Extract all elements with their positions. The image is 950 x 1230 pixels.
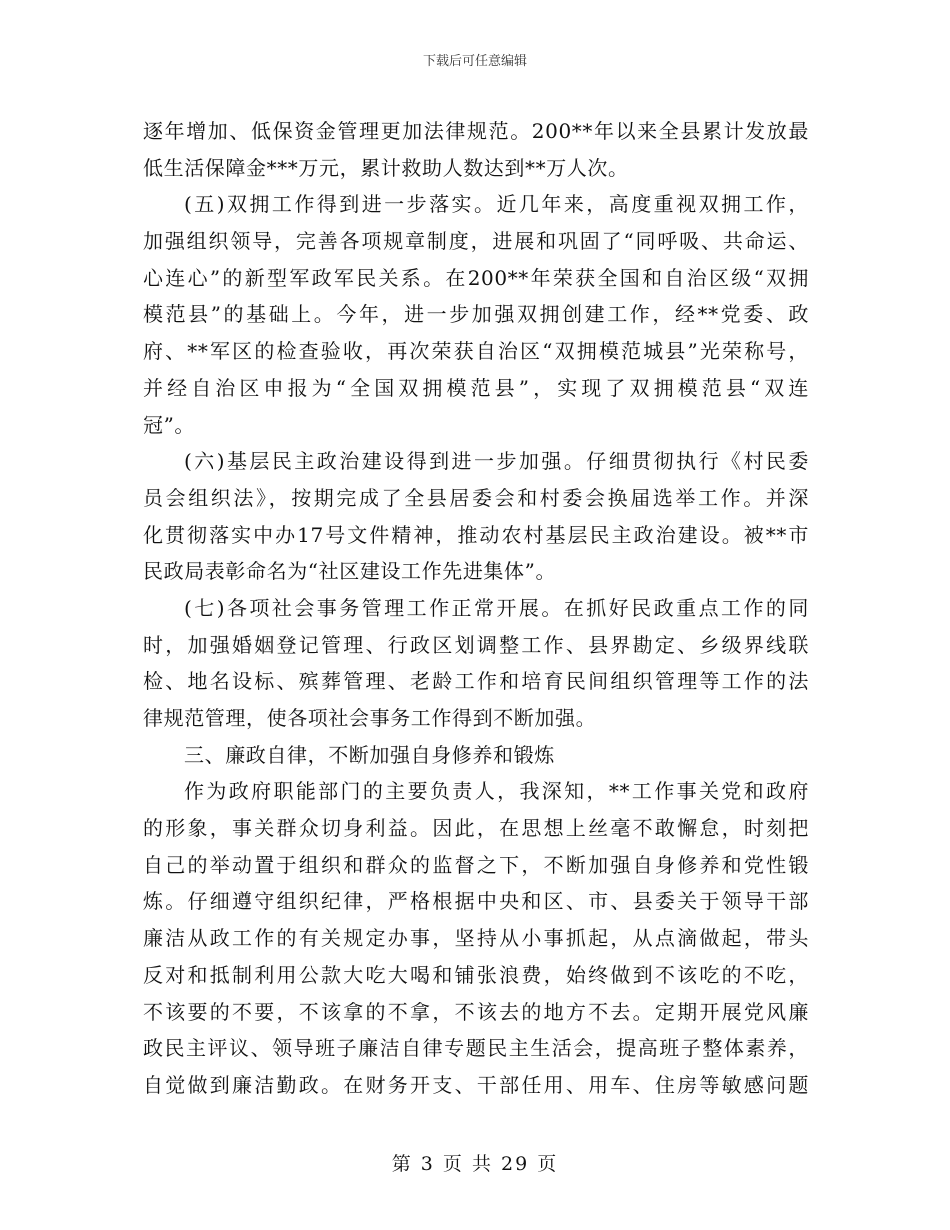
text-line: 炼。仔细遵守组织纪律，严格根据中央和区、市、县委关于领导干部 (143, 889, 809, 914)
text-line: 自觉做到廉洁勤政。在财务开支、干部任用、用车、住房等敏感问题 (143, 1072, 809, 1097)
text-line: 时，加强婚姻登记管理、行政区划调整工作、县界勘定、乡级界线联 (143, 632, 809, 657)
text-line: 并经自治区申报为“全国双拥模范县”，实现了双拥模范县“双连 (143, 375, 809, 400)
text-line: 化贯彻落实中办17号文件精神，推动农村基层民主政治建设。被**市 (143, 522, 809, 547)
text-line: 反对和抵制利用公款大吃大喝和铺张浪费，始终做到不该吃的不吃， (143, 962, 809, 987)
page-header: 下载后可任意编辑 (422, 54, 527, 69)
text-line: 员会组织法》，按期完成了全县居委会和村委会换届选举工作。并深 (143, 485, 809, 510)
text-line: 加强组织领导，完善各项规章制度，进展和巩固了“同呼吸、共命运、 (143, 229, 809, 254)
text-line: (六)基层民主政治建设得到进一步加强。仔细贯彻执行《村民委 (184, 449, 809, 474)
text-line: 作为政府职能部门的主要负责人，我深知，**工作事关党和政府 (184, 779, 809, 804)
text-line: 民政局表彰命名为“社区建设工作先进集体”。 (143, 559, 557, 584)
page-number-footer: 第 3 页 共 29 页 (391, 1153, 559, 1175)
text-line: 府、**军区的检查验收，再次荣获自治区“双拥模范城县”光荣称号， (143, 339, 809, 364)
text-line: 不该要的不要，不该拿的不拿，不该去的地方不去。定期开展党风廉 (143, 999, 809, 1024)
text-line: 检、地名设标、殡葬管理、老龄工作和培育民间组织管理等工作的法 (143, 669, 809, 694)
text-line: 的形象，事关群众切身利益。因此，在思想上丝毫不敢懈怠，时刻把 (143, 816, 809, 841)
text-line: 律规范管理，使各项社会事务工作得到不断加强。 (143, 706, 597, 730)
text-line: 廉洁从政工作的有关规定办事，坚持从小事抓起，从点滴做起，带头 (143, 926, 809, 951)
text-line: 政民主评议、领导班子廉洁自律专题民主生活会，提高班子整体素养， (143, 1036, 809, 1061)
text-line: 冠”。 (143, 412, 196, 437)
text-line: 心连心”的新型军政军民关系。在200**年荣获全国和自治区级“双拥 (143, 265, 809, 290)
text-line: 低生活保障金***万元，累计救助人数达到**万人次。 (143, 155, 629, 180)
document-body (143, 113, 809, 1104)
text-line: 自己的举动置于组织和群众的监督之下，不断加强自身修养和党性锻 (143, 852, 809, 877)
text-line: (五)双拥工作得到进一步落实。近几年来，高度重视双拥工作， (184, 192, 809, 217)
text-line: 三、廉政自律，不断加强自身修养和锻炼 (184, 742, 555, 767)
text-line: 模范县”的基础上。今年，进一步加强双拥创建工作，经**党委、政 (143, 302, 809, 327)
text-line: 逐年增加、低保资金管理更加法律规范。200**年以来全县累计发放最 (143, 119, 809, 143)
text-line: (七)各项社会事务管理工作正常开展。在抓好民政重点工作的同 (184, 595, 809, 620)
